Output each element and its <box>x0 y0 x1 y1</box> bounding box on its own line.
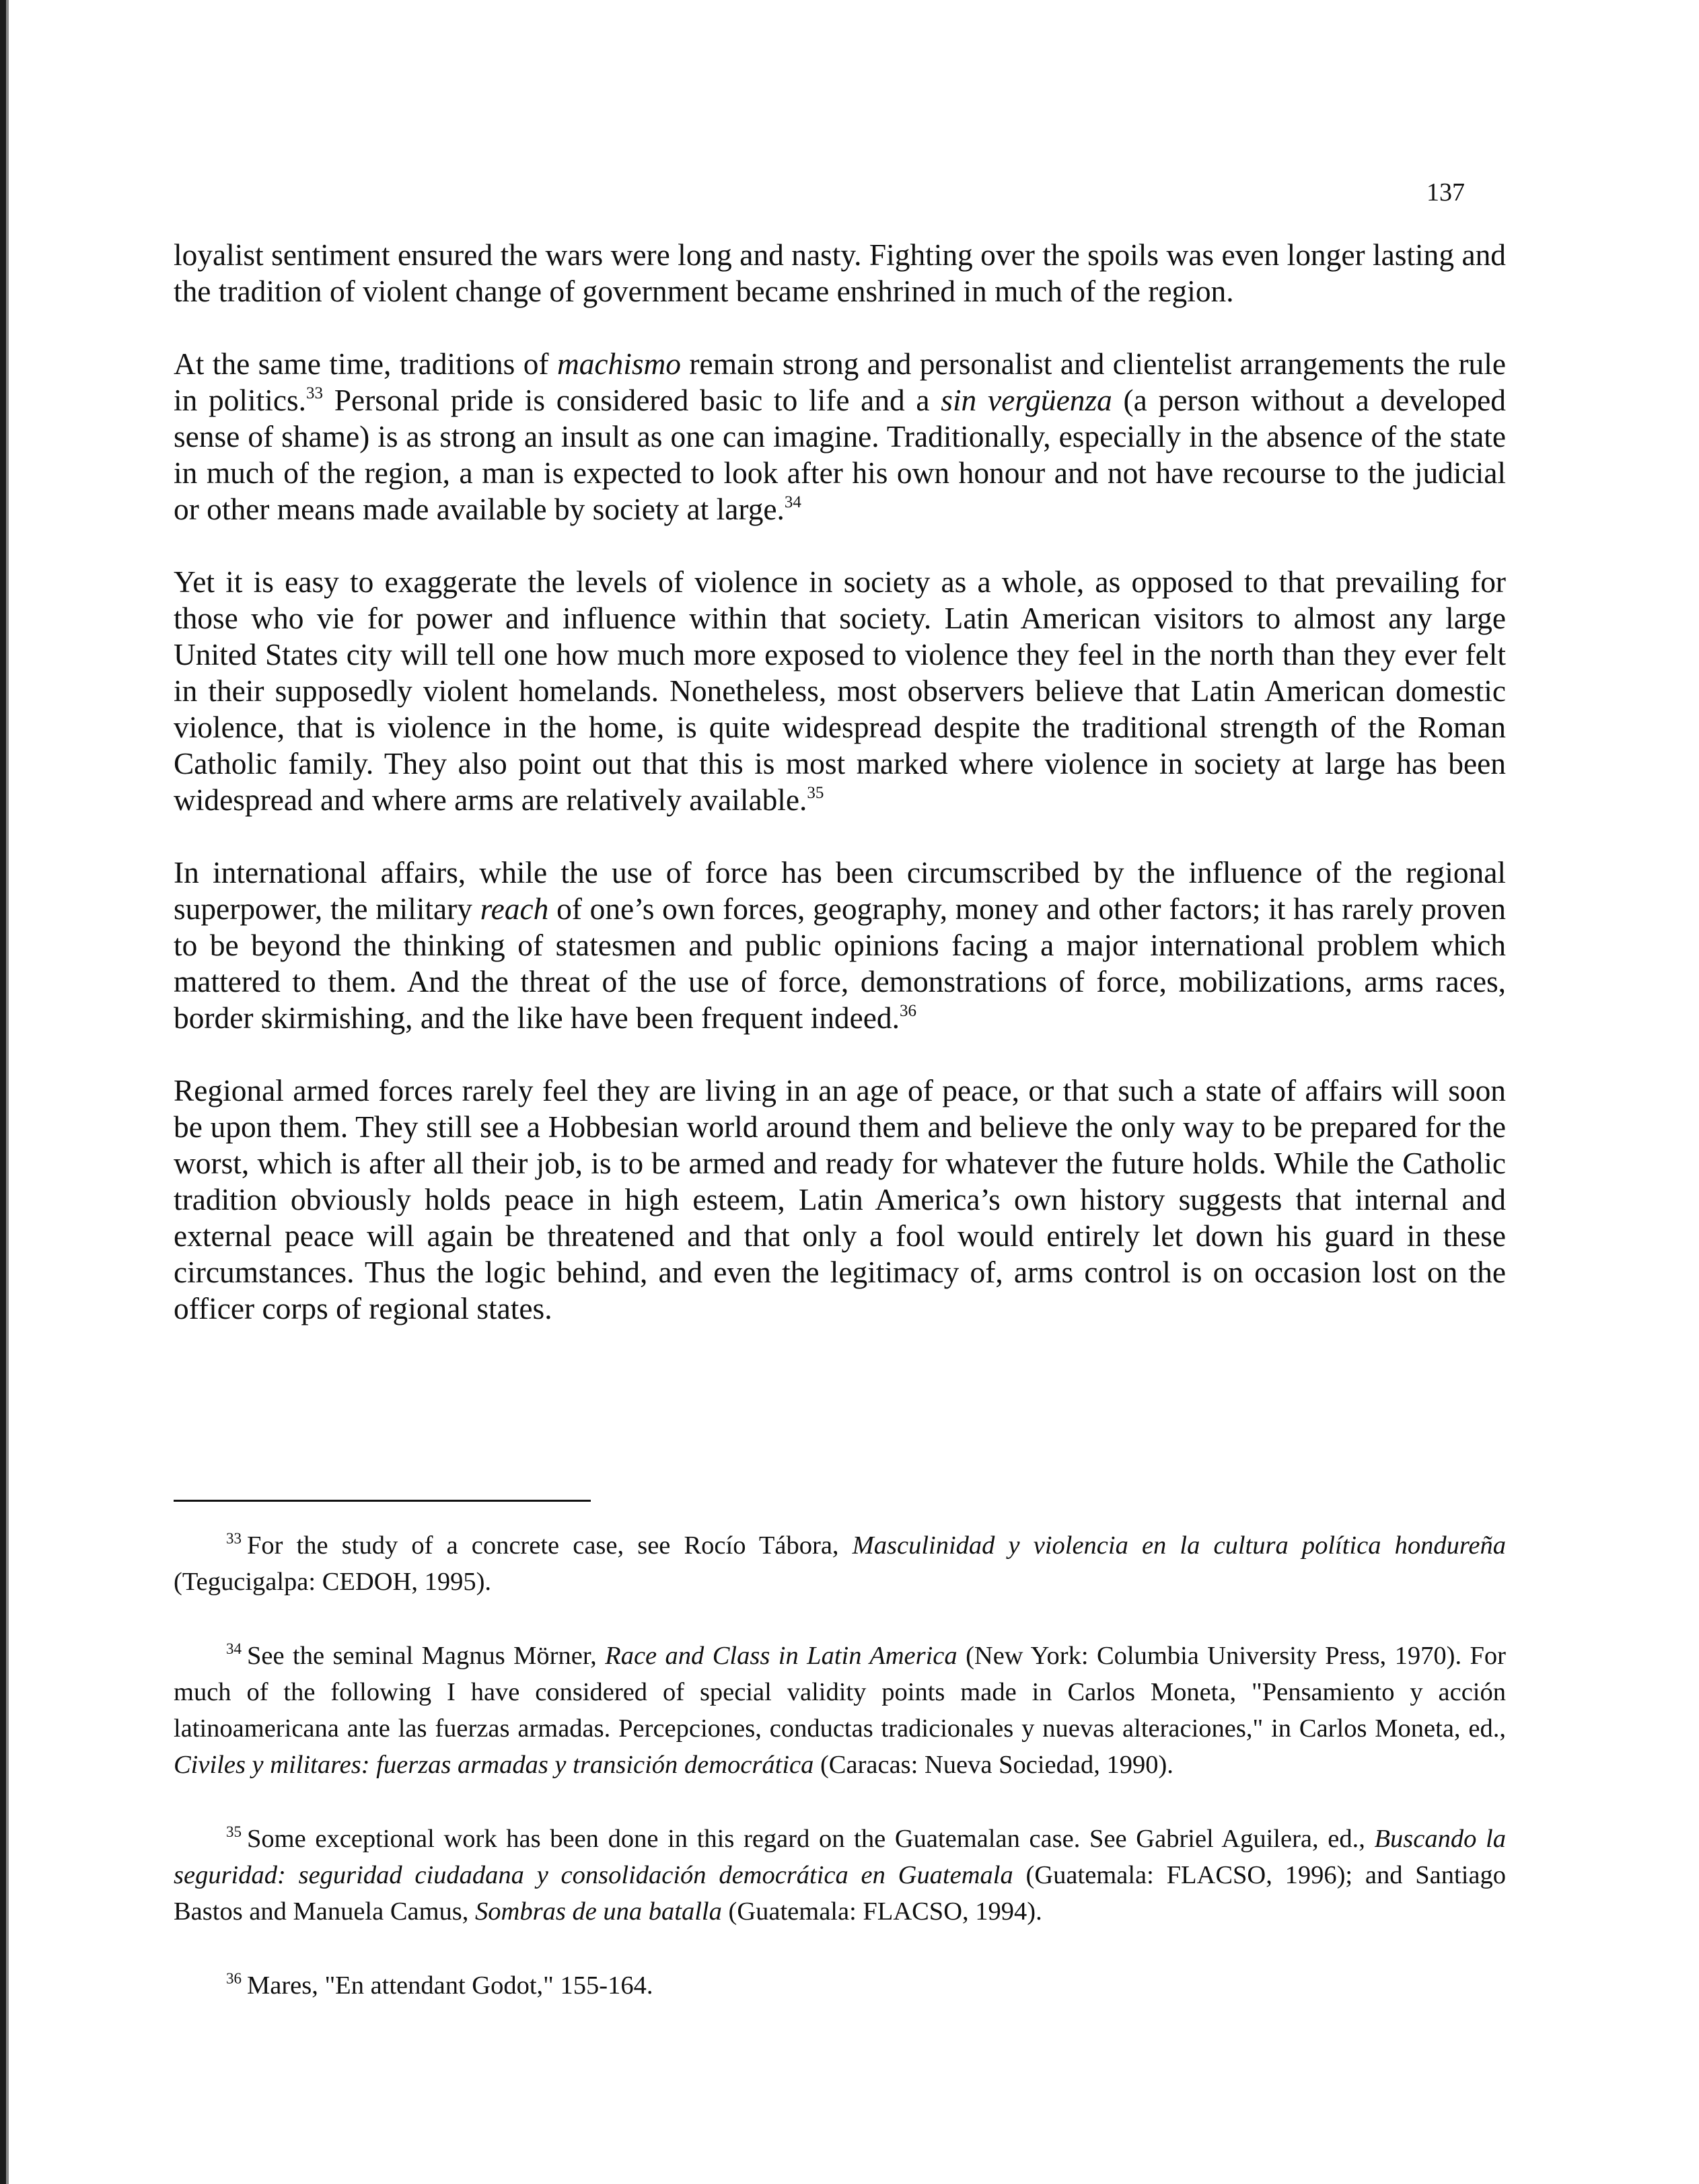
text-segment: Some exceptional work has been done in this regard on the Guatemalan case. See Gabriel Aguilera, ed., <box>247 1825 1375 1853</box>
text-segment: See the seminal Magnus Mörner, <box>247 1642 606 1670</box>
paragraph <box>174 564 1514 818</box>
italic-text: Sombras de una batalla <box>475 1897 722 1926</box>
paragraph <box>174 346 1514 527</box>
footnote-number: 33 <box>226 1530 242 1547</box>
footnote-number: 35 <box>226 1823 242 1840</box>
text-segment: remain strong and personalist and clientelist arrangements the rule in politics. <box>174 347 1514 417</box>
footnote-number: 34 <box>226 1640 242 1657</box>
footnote-reference: 34 <box>784 493 801 511</box>
text-segment: Personal pride is considered basic to life and a <box>323 384 941 417</box>
text-segment: (Guatemala: FLACSO, 1996); and Santiago Bastos and Manuela Camus, <box>174 1861 1507 1926</box>
italic-text: machismo <box>556 347 682 381</box>
italic-text: Civiles y militares: fuerzas armadas y transición democrática <box>174 1751 814 1779</box>
text-segment: For the study of a concrete case, see Rocío Tábora, <box>247 1531 853 1560</box>
footnote-34 <box>174 1638 1506 1783</box>
page-number: 137 <box>1426 178 1465 207</box>
italic-text: Masculinidad y violencia en la cultura política hondureña <box>852 1531 1506 1560</box>
text-segment: (a person without a developed sense of shame) is as strong an insult as one can imagine. Traditionally, especially in the absence of the state in much of the region, a man is expected to look after his own honour and not have recourse to the judicial or other means made available by society at large. <box>174 384 1514 526</box>
text-segment: Mares, "En attendant Godot," 155-164. <box>247 1971 653 2000</box>
text-segment: (Caracas: Nueva Sociedad, 1990). <box>814 1751 1173 1779</box>
text-segment: (New York: Columbia University Press, 1970). For much of the following I have considered of special validity points made in Carlos Moneta, "Pensamiento y acción latinoamericana ante las fuerzas armadas. Percepciones, conductas tradicionales y nuevas alteraciones," in Carlos Moneta, ed., <box>174 1642 1506 1743</box>
text-segment: (Tegucigalpa: CEDOH, 1995). <box>174 1568 492 1596</box>
footnote-reference: 36 <box>899 1002 916 1020</box>
text-segment: Yet it is easy to exaggerate the levels of violence in society as a whole, as opposed to that prevailing for those who vie for power and influence within that society. Latin American visitors to almost any large United States city will tell one how much more exposed to violence they feel in the north than they ever felt in their supposedly violent homelands. Nonetheless, most observers believe that Latin American domestic violence, that is violence in the home, is quite widespread despite the traditional strength of the Roman Catholic family. They also point out that this is most marked where violence in society at large has been widespread and where arms are relatively available. <box>174 565 1514 817</box>
paragraph <box>174 1072 1514 1327</box>
footnote-separator <box>174 1500 591 1502</box>
text-segment: At the same time, traditions of <box>174 347 557 381</box>
footnote-number: 36 <box>226 1970 242 1987</box>
text-segment: In international affairs, while the use of force has been circumscribed by the influence of the regional superpower, the military <box>174 856 1514 926</box>
body-text <box>174 237 1514 1363</box>
footnote-reference: 35 <box>807 784 824 802</box>
italic-text: sin vergüenza <box>941 384 1112 417</box>
text-segment: (Guatemala: FLACSO, 1994). <box>721 1897 1042 1926</box>
italic-text: Race and Class in Latin America <box>605 1642 957 1670</box>
footnote-reference: 33 <box>306 384 324 402</box>
footnotes <box>174 1527 1506 2004</box>
paragraph <box>174 854 1514 1036</box>
footnote-33 <box>174 1527 1506 1600</box>
text-segment: Regional armed forces rarely feel they are living in an age of peace, or that such a state of affairs will soon be upon them. They still see a Hobbesian world around them and believe the only way to be prepared for the worst, which is after all their job, is to be armed and ready for whatever the future holds. While the Catholic tradition obviously holds peace in high esteem, Latin America’s own history suggests that internal and external peace will again be threatened and that only a fool would entirely let down his guard in these circumstances. Thus the logic behind, and even the legitimacy of, arms control is on occasion lost on the officer corps of regional states. <box>174 1074 1514 1325</box>
italic-text: Buscando la seguridad: seguridad ciudadana y consolidación democrática en Guatemala <box>174 1825 1506 1889</box>
footnote-36 <box>174 1967 1506 2004</box>
scan-edge-gutter <box>6 0 9 2184</box>
scan-edge-shadow <box>0 0 6 2184</box>
footnote-35 <box>174 1821 1506 1930</box>
italic-text: reach <box>480 892 549 926</box>
text-segment: of one’s own forces, geography, money and other factors; it has rarely proven to be beyond the thinking of statesmen and public opinions facing a major international problem which mattered to them. And the threat of the use of force, demonstrations of force, mobilizations, arms races, border skirmishing, and the like have been frequent indeed. <box>174 892 1514 1035</box>
text-segment: loyalist sentiment ensured the wars were long and nasty. Fighting over the spoils was even longer lasting and the tradition of violent change of government became enshrined in much of the region. <box>174 238 1514 308</box>
paragraph <box>174 237 1514 310</box>
